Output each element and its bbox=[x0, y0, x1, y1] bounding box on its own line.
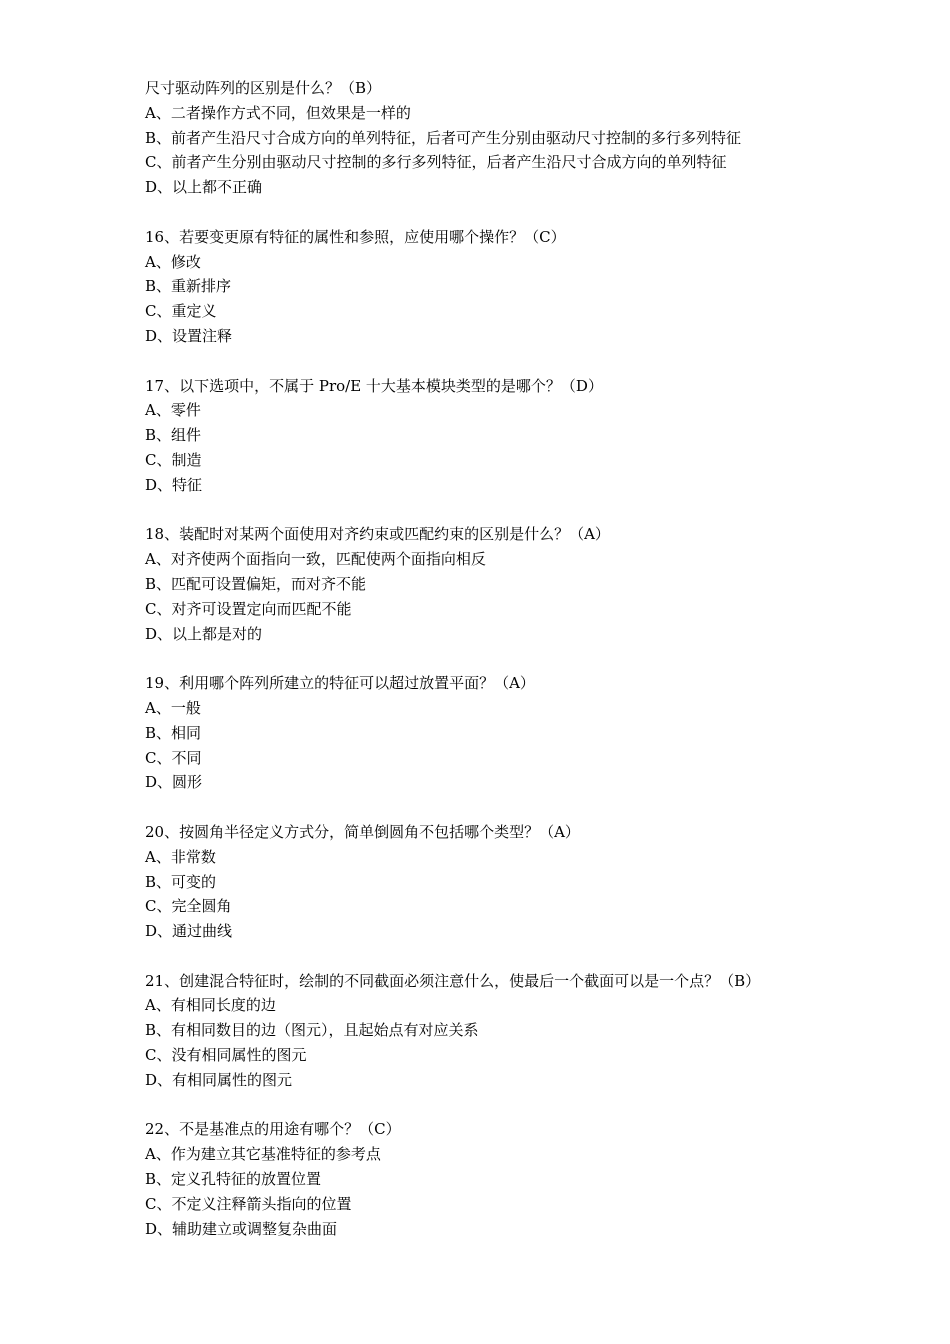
option-d: D、圆形 bbox=[145, 773, 203, 792]
question-17 bbox=[145, 374, 905, 498]
option-c: C、不定义注释箭头指向的位置 bbox=[145, 1194, 352, 1213]
question-stem: 尺寸驱动阵列的区别是什么？（B） bbox=[145, 79, 382, 97]
question-stem: 18、装配时对某两个面使用对齐约束或匹配约束的区别是什么？（A） bbox=[145, 525, 610, 544]
option-c: C、没有相同属性的图元 bbox=[145, 1046, 307, 1065]
option-d: D、以上都是对的 bbox=[145, 624, 263, 643]
option-a: A、作为建立其它基准特征的参考点 bbox=[145, 1145, 381, 1164]
option-c: C、对齐可设置定向而匹配不能 bbox=[145, 599, 352, 618]
option-d: D、通过曲线 bbox=[145, 922, 233, 941]
option-b: B、定义孔特征的放置位置 bbox=[145, 1170, 322, 1189]
question-15 bbox=[145, 76, 905, 200]
option-c: C、前者产生分别由驱动尺寸控制的多行多列特征，后者产生沿尺寸合成方向的单列特征 bbox=[145, 153, 727, 172]
option-a: A、二者操作方式不同，但效果是一样的 bbox=[145, 103, 411, 122]
question-16 bbox=[145, 225, 905, 349]
option-c: C、制造 bbox=[145, 450, 202, 469]
question-18 bbox=[145, 522, 905, 646]
option-a: A、零件 bbox=[145, 401, 201, 420]
question-stem: 16、若要变更原有特征的属性和参照，应使用哪个操作？（C） bbox=[145, 227, 566, 246]
option-a: A、一般 bbox=[145, 698, 201, 717]
question-21 bbox=[145, 969, 905, 1093]
option-b: B、匹配可设置偏矩，而对齐不能 bbox=[145, 574, 367, 593]
option-a: A、有相同长度的边 bbox=[145, 996, 276, 1015]
option-d: D、有相同属性的图元 bbox=[145, 1070, 293, 1089]
option-b: B、可变的 bbox=[145, 872, 217, 891]
option-c: C、不同 bbox=[145, 748, 202, 767]
option-a: A、对齐使两个面指向一致，匹配使两个面指向相反 bbox=[145, 550, 486, 569]
question-19 bbox=[145, 671, 905, 795]
question-stem: 17、以下选项中，不属于 Pro/E 十大基本模块类型的是哪个？（D） bbox=[145, 376, 603, 395]
question-stem: 19、利用哪个阵列所建立的特征可以超过放置平面？（A） bbox=[145, 674, 535, 693]
option-c: C、重定义 bbox=[145, 302, 217, 321]
option-b: B、有相同数目的边（图元），且起始点有对应关系 bbox=[145, 1021, 479, 1040]
document-page bbox=[145, 76, 905, 1266]
question-22 bbox=[145, 1117, 905, 1241]
question-stem: 20、按圆角半径定义方式分，简单倒圆角不包括哪个类型？（A） bbox=[145, 822, 580, 841]
option-d: D、以上都不正确 bbox=[145, 178, 263, 197]
option-b: B、重新排序 bbox=[145, 277, 232, 296]
option-b: B、前者产生沿尺寸合成方向的单列特征，后者可产生分别由驱动尺寸控制的多行多列特征 bbox=[145, 128, 742, 147]
option-d: D、特征 bbox=[145, 475, 203, 494]
question-stem: 22、不是基准点的用途有哪个？（C） bbox=[145, 1120, 401, 1139]
option-c: C、完全圆角 bbox=[145, 897, 232, 916]
option-a: A、修改 bbox=[145, 252, 201, 271]
option-a: A、非常数 bbox=[145, 847, 216, 866]
option-b: B、组件 bbox=[145, 426, 202, 445]
option-b: B、相同 bbox=[145, 723, 202, 742]
option-d: D、辅助建立或调整复杂曲面 bbox=[145, 1219, 338, 1238]
question-stem: 21、创建混合特征时，绘制的不同截面必须注意什么，使最后一个截面可以是一个点？（B） bbox=[145, 971, 761, 990]
question-20 bbox=[145, 820, 905, 944]
option-d: D、设置注释 bbox=[145, 326, 233, 345]
